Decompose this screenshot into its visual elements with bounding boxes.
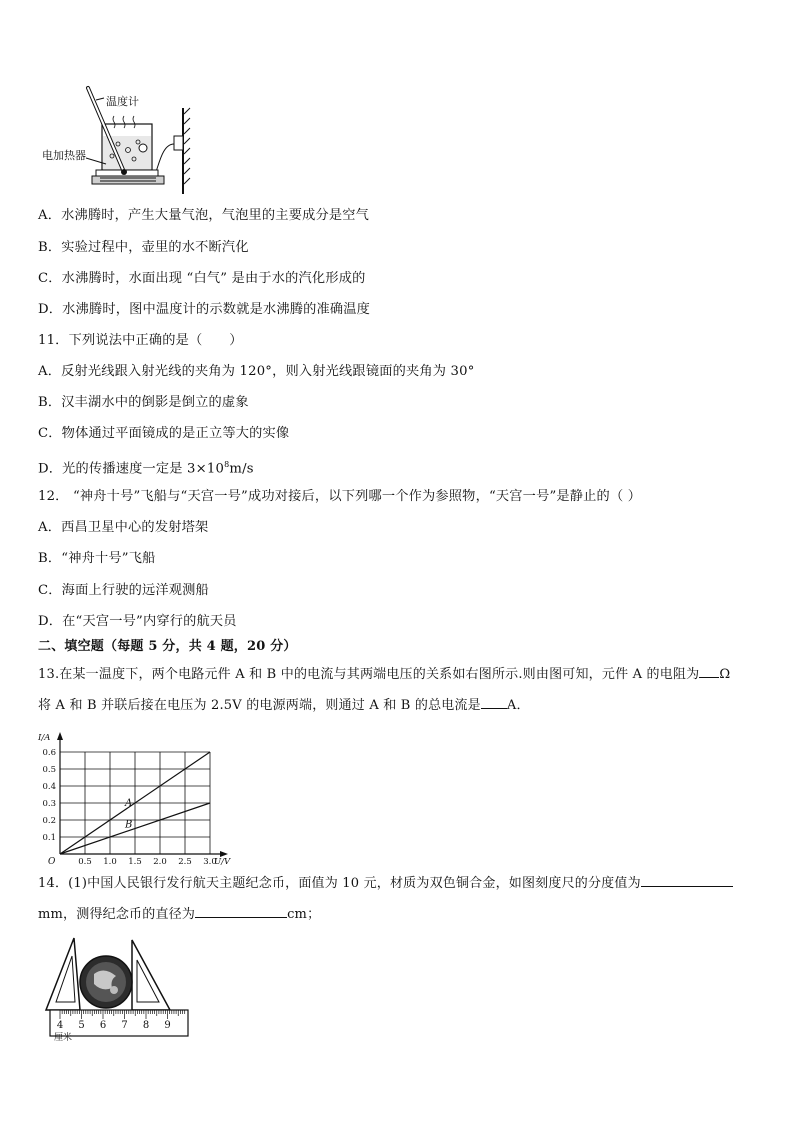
ruler-number: 9 (164, 1020, 171, 1031)
q10-option-a: A．水沸腾时，产生大量气泡，气泡里的主要成分是空气 (38, 208, 370, 223)
q12-option-b: B．“神舟十号”飞船 (38, 551, 156, 566)
q10-option-d: D．水沸腾时，图中温度计的示数就是水沸腾的准确温度 (38, 302, 371, 317)
x-tick-label: 1.5 (128, 857, 142, 867)
q14-line-2-text: mm，测得纪念币的直径为 (38, 907, 196, 922)
q11-option-d-exponent: 8 (224, 460, 230, 469)
heater-label: 电加热器 (42, 149, 86, 162)
series-label-A: A (125, 798, 133, 810)
y-tick-label: 0.4 (42, 782, 56, 792)
x-tick-label: 1.0 (103, 857, 117, 867)
series-label-B: B (125, 819, 133, 831)
q13-blank-current[interactable] (481, 696, 507, 709)
q10-option-b: B．实验过程中，壶里的水不断汽化 (38, 240, 249, 255)
q14-blank-division[interactable] (641, 874, 733, 887)
q11-option-c: C．物体通过平面镜成的是正立等大的实像 (38, 426, 290, 441)
y-axis-arrow (57, 732, 63, 740)
q12-stem: 12． “神舟十号”飞船与“天宫一号”成功对接后，以下列哪一个作为参照物，“天宫一号”是静止的（ ） (38, 489, 642, 504)
ruler-unit-label: 厘米 (54, 1033, 73, 1043)
q12-option-d: D．在“天宫一号”内穿行的航天员 (38, 614, 237, 629)
q13-unit-ohm: Ω (719, 667, 731, 682)
q11-option-b: B．汉丰湖水中的倒影是倒立的虚象 (38, 395, 249, 410)
thermometer-label: 温度计 (106, 95, 139, 108)
ruler-number: 5 (78, 1020, 85, 1031)
q13-blank-resistance[interactable] (699, 665, 719, 678)
q10-option-c: C．水沸腾时，水面出现 “白气” 是由于水的汽化形成的 (38, 271, 366, 286)
q11-option-a: A．反射光线跟入射光线的夹角为 120°，则入射光线跟镜面的夹角为 30° (38, 364, 475, 379)
ruler-number: 6 (99, 1020, 107, 1031)
q13-line-2-end: A． (506, 698, 530, 713)
q12-option-c: C．海面上行驶的远洋观测船 (38, 583, 209, 598)
q11-option-d-suffix: m/s (229, 461, 254, 477)
x-tick-label: 2.0 (153, 857, 167, 867)
q13-line-1 (38, 665, 730, 684)
y-tick-label: 0.5 (42, 765, 56, 775)
q14-line-2 (38, 905, 320, 924)
ruler-number: 8 (142, 1020, 150, 1031)
q14-line-1 (38, 874, 733, 893)
ruler-number: 4 (56, 1020, 64, 1031)
x-tick-label: 2.5 (178, 857, 192, 867)
x-axis-label: U/V (214, 857, 231, 867)
y-tick-label: 0.3 (42, 799, 56, 809)
q14-blank-diameter[interactable] (195, 905, 287, 918)
q11-option-d (38, 456, 254, 478)
y-tick-label: 0.6 (42, 748, 56, 758)
q13-line-2 (38, 696, 530, 715)
q13-line-1-text: 13.在某一温度下，两个电路元件 A 和 B 中的电流与其两端电压的关系如右图所示.则由图可知，元件 A 的电阻为 (38, 667, 700, 682)
y-tick-label: 0.2 (42, 816, 56, 826)
q14-line-2-end: cm； (287, 907, 321, 922)
y-tick-label: 0.1 (42, 833, 56, 843)
section-2-heading: 二、填空题（每题 5 分，共 4 题，20 分） (38, 639, 297, 654)
origin-label: O (48, 857, 56, 867)
y-axis-label: I/A (38, 733, 51, 743)
q14-line-1-text: 14．(1)中国人民银行发行航天主题纪念币，面值为 10 元，材质为双色铜合金，如图刻度尺的分度值为 (38, 876, 641, 891)
coin-ruler-figure (44, 934, 194, 1046)
ruler-number: 7 (121, 1020, 128, 1031)
q11-stem: 11．下列说法中正确的是（ ） (38, 333, 243, 348)
iu-graph (32, 726, 231, 867)
q12-option-a: A．西昌卫星中心的发射塔架 (38, 520, 209, 535)
q11-option-d-prefix: D．光的传播速度一定是 3×10 (38, 461, 225, 477)
x-tick-label: 0.5 (78, 857, 92, 867)
x-tick-label: 3.0 (203, 857, 217, 867)
q13-line-2-text: 将 A 和 B 并联后接在电压为 2.5V 的电源两端，则通过 A 和 B 的总电流是 (38, 698, 481, 713)
